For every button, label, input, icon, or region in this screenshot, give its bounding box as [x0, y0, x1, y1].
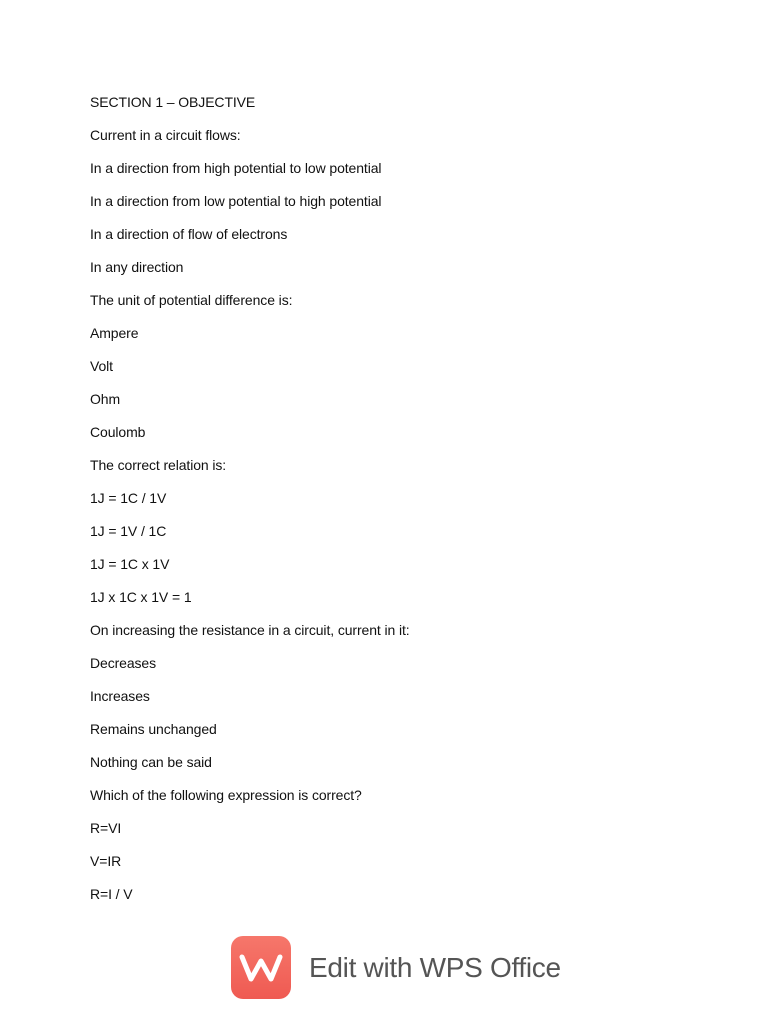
- option-3a: 1J = 1C / 1V: [90, 490, 167, 506]
- question-4: On increasing the resistance in a circuit, current in it:: [90, 622, 410, 638]
- question-5: Which of the following expression is correct?: [90, 787, 362, 803]
- wps-w-mark-icon: [239, 953, 283, 983]
- option-5a: R=VI: [90, 820, 122, 836]
- option-2d: Coulomb: [90, 424, 146, 440]
- option-1a: In a direction from high potential to low potential: [90, 160, 382, 176]
- option-2b: Volt: [90, 358, 113, 374]
- document-text: [90, 91, 730, 916]
- wps-watermark-text: Edit with WPS Office: [309, 951, 561, 983]
- wps-office-logo-icon: [231, 936, 291, 999]
- question-3: The correct relation is:: [90, 457, 227, 473]
- option-4d: Nothing can be said: [90, 754, 212, 770]
- option-5b: V=IR: [90, 853, 122, 869]
- wps-watermark[interactable]: [231, 936, 561, 999]
- option-4a: Decreases: [90, 655, 157, 671]
- option-3d: 1J x 1C x 1V = 1: [90, 589, 192, 605]
- option-2c: Ohm: [90, 391, 121, 407]
- option-4b: Increases: [90, 688, 150, 704]
- option-1c: In a direction of flow of electrons: [90, 226, 288, 242]
- question-2: The unit of potential difference is:: [90, 292, 293, 308]
- section-heading: SECTION 1 – OBJECTIVE: [90, 94, 256, 110]
- option-4c: Remains unchanged: [90, 721, 217, 737]
- question-1: Current in a circuit flows:: [90, 127, 241, 143]
- option-2a: Ampere: [90, 325, 139, 341]
- option-3b: 1J = 1V / 1C: [90, 523, 167, 539]
- option-5c: R=I / V: [90, 886, 133, 902]
- option-1d: In any direction: [90, 259, 184, 275]
- option-3c: 1J = 1C x 1V: [90, 556, 170, 572]
- option-1b: In a direction from low potential to high potential: [90, 193, 382, 209]
